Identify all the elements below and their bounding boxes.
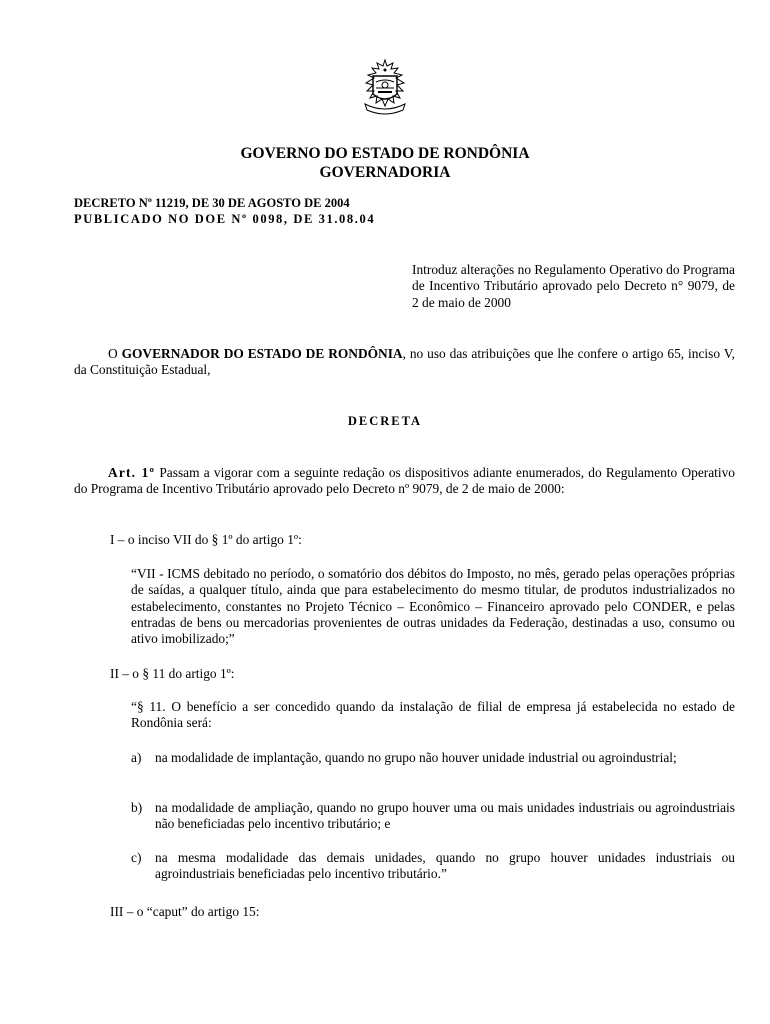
preamble-governor: GOVERNADOR DO ESTADO DE RONDÔNIA [121,346,403,361]
ementa: Introduz alterações no Regulamento Operativo do Programa de Incentivo Tributário aprovado pelo Decreto n° 9079, de 2 de maio de 2000 [412,262,735,310]
state-coat-of-arms-icon [356,58,414,120]
article-1 [74,465,735,498]
preamble-rest: , no uso das atribuições que lhe confere o artigo 65, inciso V, da Constituição Estadual, [74,346,735,378]
list-item-label: c) [131,850,142,865]
quote-vii-lead: “VII - [131,566,168,581]
quote-vii-text: ICMS debitado no período, o somatório dos débitos do Imposto, no mês, gerado pelas operações próprias de saídas, a qualquer título, ainda que para estabelecimento do mesmo titular, de produtos industrializados no estabelecimento, constantes no Projeto Técnico – Econômico – Financeiro aprovado pelo CONDER, e pelas entradas de bens ou mercadorias provenientes de outras unidades da Federação, destinadas a uso, consumo ou ativo imobilizado;” [131,566,736,647]
office-heading: GOVERNADORIA [319,164,451,181]
list-item [131,850,735,883]
decreta-heading: DECRETA [347,414,423,428]
quote-inciso-vii [131,566,735,647]
quote-paragraph-11: “§ 11. O benefício a ser concedido quando da instalação de filial de empresa já estabelecida no estado de Rondônia será: [131,699,735,731]
item-i: I – o inciso VII do § 1º do artigo 1º: [110,532,302,547]
decree-title: DECRETO Nº 11219, DE 30 DE AGOSTO DE 2004 [74,196,350,210]
article-1-label: Art. 1º [108,465,156,480]
list-item-text: na modalidade de ampliação, quando no grupo houver uma ou mais unidades industriais ou agroindustriais não beneficiadas pelo incentivo tributário; e [155,800,735,832]
government-heading: GOVERNO DO ESTADO DE RONDÔNIA [240,145,530,162]
list-item-text: na mesma modalidade das demais unidades, quando no grupo houver unidades industriais ou agroindustriais beneficiadas pelo incentivo tributário.” [155,850,735,882]
list-item-label: a) [131,750,142,765]
preamble [74,346,735,379]
preamble-lead: O [108,346,122,361]
list-item-text: na modalidade de implantação, quando no grupo não houver unidade industrial ou agroindustrial; [155,750,677,765]
item-ii: II – o § 11 do artigo 1º: [110,666,235,681]
list-item [131,750,735,766]
list-item-label: b) [131,800,143,815]
article-1-text: Passam a vigorar com a seguinte redação os dispositivos adiante enumerados, do Regulamento Operativo do Programa de Incentivo Tributário aprovado pelo Decreto nº 9079, de 2 de maio de 2000: [74,465,735,497]
list-item [131,800,735,833]
publication-line: PUBLICADO NO DOE Nº 0098, DE 31.08.04 [74,212,376,226]
item-iii: III – o “caput” do artigo 15: [110,904,260,919]
